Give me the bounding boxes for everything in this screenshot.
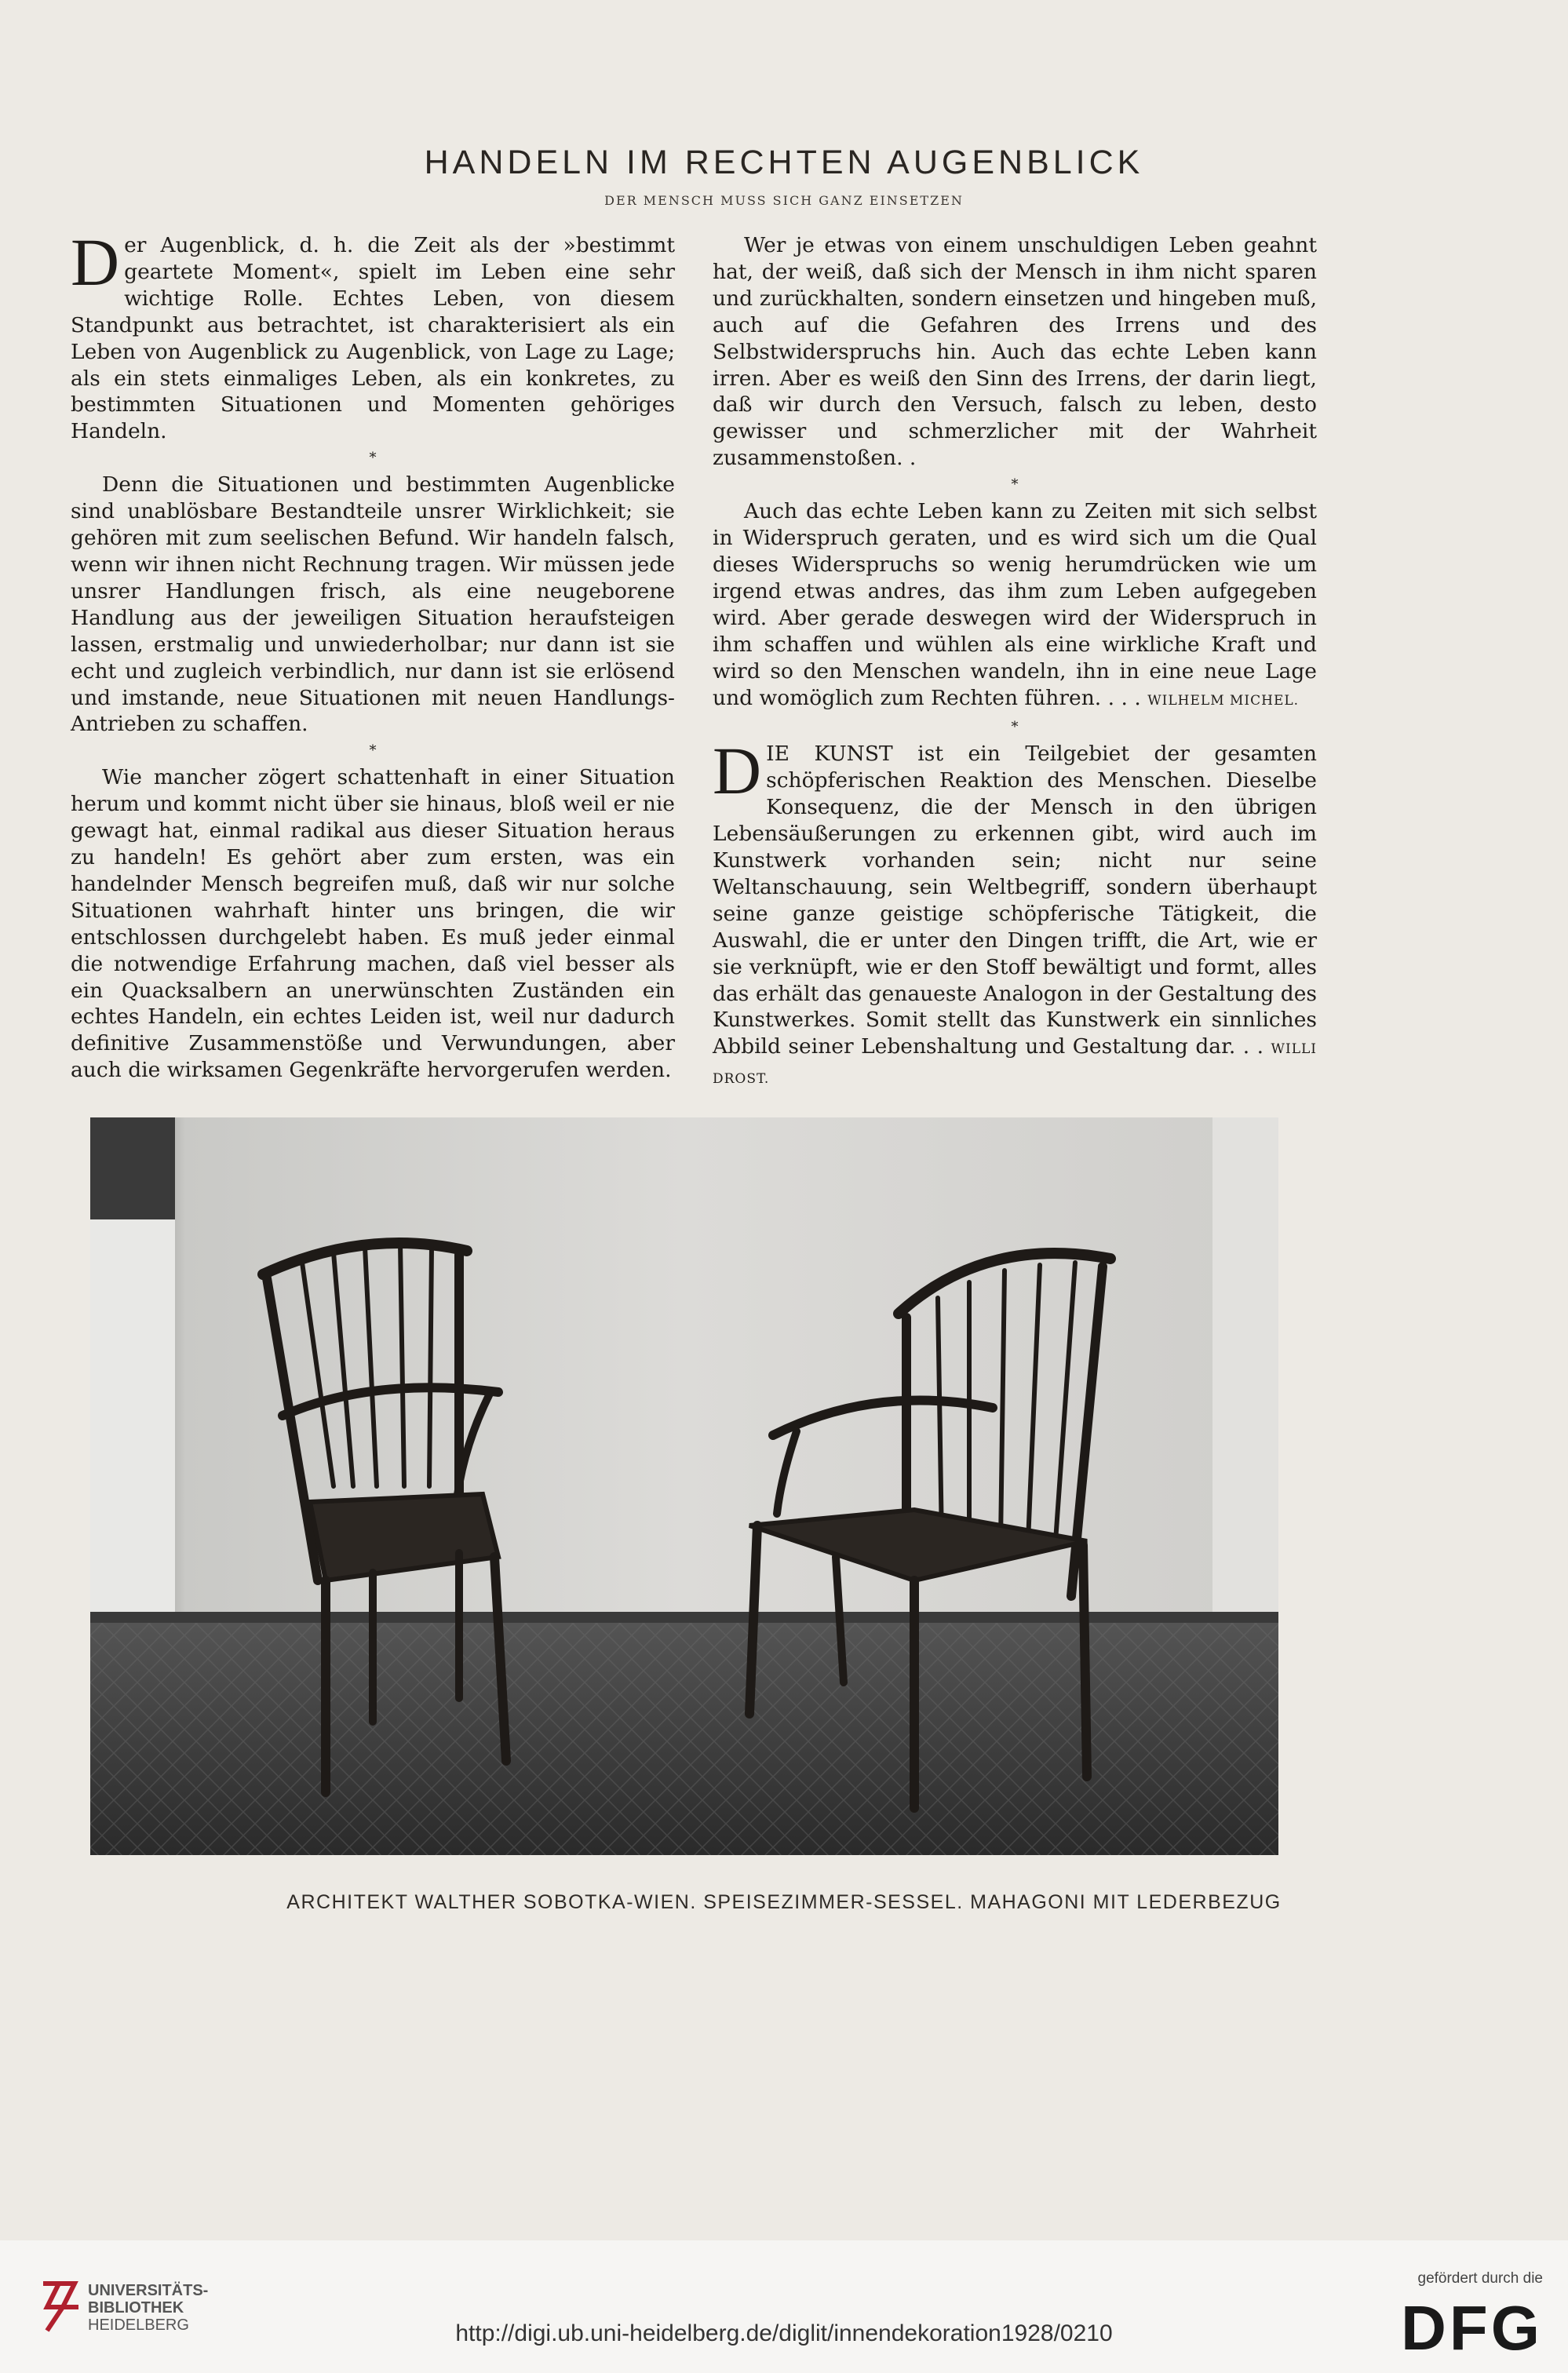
paragraph-text: Auch das echte Leben kann zu Zeiten mit sich selbst in Widerspruch geraten, und es wird sich um die Qual dieses Widerspruchs so wenig herumdrücken wie um irgend etwas andres, das ihm zum Leben aufgegeben wird. Aber gerade deswegen wird der Widerspruch in ihm schaffen und wühlen als eine wirkliche Kraft und wird so den Menschen wandeln, ihn in eine neue Lage und womöglich zum Rechten führen. . . . — [713, 499, 1317, 710]
star-separator: * — [369, 742, 377, 760]
paragraph-text: IE KUNST ist ein Teilgebiet der gesamten schöpferischen Reaktion des Menschen. Dieselbe Konsequenz, die der Mensch in den übrigen Lebensäußerungen zu erkennen gibt, wird auch im Kunstwerk vorhanden sein; nicht nur seine Weltanschauung, sein Weltbegriff, sondern überhaupt seine ganze geistige schöpferische Tätigkeit, die Auswahl, die er unter den Dingen trifft, die Art, wie er sie verknüpft, wie er den Stoff bewältigt und formt, alles das erhält das genaueste Analogon in der Gestaltung des Kunstwerkes. Somit stellt das Kunstwerk ein sinnliches Abbild seiner Lebenshaltung und Gestaltung dar. . . — [713, 742, 1317, 1059]
drop-cap: D — [713, 733, 762, 809]
star-separator: * — [369, 450, 377, 467]
footer — [0, 2240, 1568, 2373]
paragraph — [713, 498, 1317, 714]
star-separator: * — [1011, 719, 1019, 736]
paragraph: Wer je etwas von einem unschuldigen Leben geahnt hat, der weiß, daß sich der Mensch in ihm nicht sparen und zurückhalten, sondern einsetzen und hingeben muß, auch auf die Gefahren des Irrens und des Selbstwiderspruchs hin. Auch das echte Leben kann irren. Aber es weiß den Sinn des Irrens, der darin liegt, daß wir durch den Versuch, falsch zu leben, desto gewisser und schmerzlicher mit der Wahrheit zusammenstoßen. . — [713, 233, 1317, 471]
paragraph: Wie mancher zögert schattenhaft in einer Situation herum und kommt nicht über sie hinaus, bloß weil er nie gewagt hat, einmal radikal aus dieser Situation heraus zu handeln! Es gehört aber zum ersten, was ein handelnder Mensch begreifen muß, daß wir nur solche Situationen wahrhaft hinter uns bringen, die wir entschlossen durchgelebt haben. Es muß jeder einmal die notwendige Erfahrung machen, daß viel besser als ein Quacksalbern an unerwünschten Zuständen ein echtes Handeln, ein echtes Leiden ist, weil nur dadurch definitive Zusammenstöße und Verwundungen, aber auch die wirksamen Gegenkräfte hervorgerufen werden. — [71, 765, 675, 1083]
photo-caption: ARCHITEKT WALTHER SOBOTKA-WIEN. SPEISEZIMMER-SESSEL. MAHAGONI MIT LEDERBEZUG — [286, 1891, 1282, 1913]
page-subtitle: DER MENSCH MUSS SICH GANZ EINSETZEN — [604, 193, 964, 208]
page-title: HANDELN IM RECHTEN AUGENBLICK — [424, 144, 1144, 181]
dfg-logo: DFG — [1401, 2293, 1543, 2363]
library-name-line: HEIDELBERG — [88, 2316, 189, 2334]
funding-label: gefördert durch die — [1417, 2270, 1543, 2287]
url-wrapper — [0, 2320, 1568, 2347]
right-column — [713, 232, 1317, 1093]
author-signature: WILLI DROST. — [713, 1041, 1317, 1088]
library-name-line: UNIVERSITÄTS- — [88, 2282, 209, 2299]
paragraph — [713, 733, 1317, 1093]
chairs-photograph — [90, 1117, 1278, 1855]
author-signature: WILHELM MICHEL. — [1147, 692, 1300, 709]
drop-cap: D — [71, 224, 120, 300]
paragraph — [71, 224, 675, 445]
star-separator: * — [1011, 476, 1019, 494]
paragraph-text: er Augenblick, d. h. die Zeit als der »bestimmt geartete Moment«, spielt im Leben eine sehr wichtige Rolle. Echtes Leben, von diesem Standpunkt aus betrachtet, ist charakterisiert als ein Leben von Augenblick zu Augenblick, von Lage zu Lage; als ein stets einmaliges Leben, als ein konkretes, zu bestimmten Situationen und Momenten gehöriges Handeln. — [71, 233, 675, 444]
digitization-url-link[interactable]: http://digi.ub.uni-heidelberg.de/diglit/innendekoration1928/0210 — [455, 2320, 1113, 2346]
library-name-line: BIBLIOTHEK — [88, 2299, 184, 2316]
left-column — [71, 224, 675, 1084]
paragraph: Denn die Situationen und bestimmten Augenblicke sind unablösbare Bestandteile unsrer Wirklichkeit; sie gehören mit zum seelischen Befund. Wir handeln falsch, wenn wir ihnen nicht Rechnung tragen. Wir müssen jede unsrer Handlungen frisch, als eine neugeborene Handlung aus der jeweiligen Situation heraufsteigen lassen, erstmalig und unwiederholbar; nur dann ist sie echt und zugleich verbindlich, nur dann ist sie erlösend und imstande, neue Situationen mit neuen Handlungs-Antrieben zu schaffen. — [71, 472, 675, 737]
